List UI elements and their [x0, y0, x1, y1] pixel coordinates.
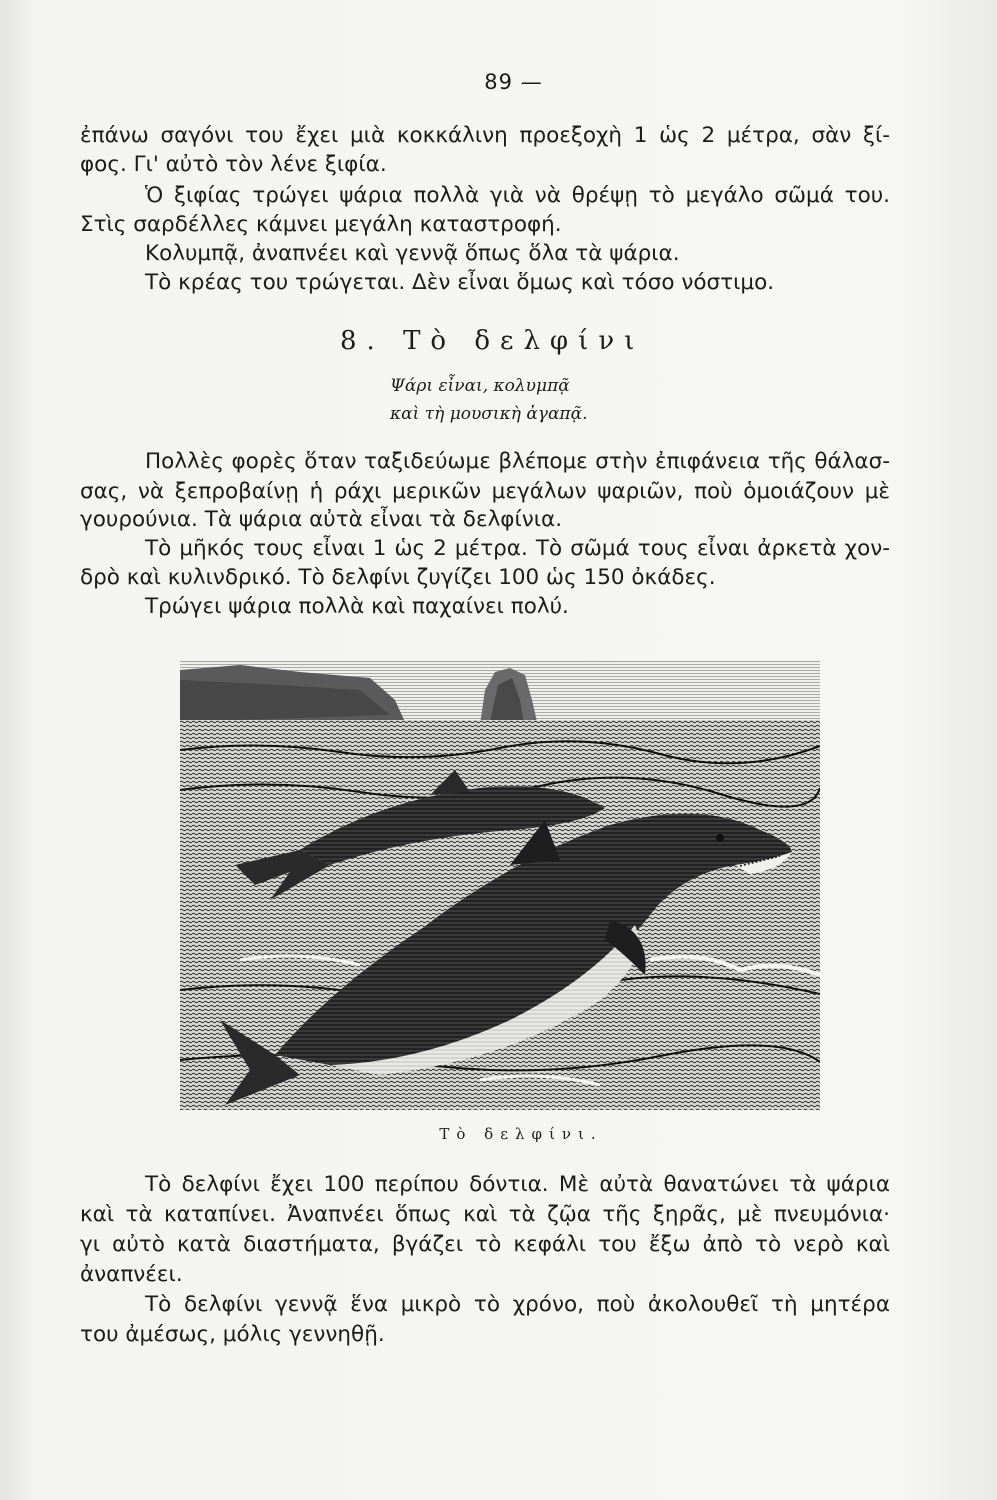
text-line: Κολυμπᾷ, ἀναπνέει καὶ γεννᾷ ὅπως ὅλα τὰ ψάρια. — [145, 241, 680, 266]
section-title: 8. Τὸ δελφίνι — [340, 326, 645, 356]
text-line: Πολλὲς φορὲς ὅταν ταξιδεύωμε βλέπομε στὴν ἐπιφάνεια τῆς θάλασ- — [145, 449, 890, 474]
dolphin-illustration — [180, 660, 820, 1110]
text-line: γουρούνια. Τὰ ψάρια αὐτὰ εἶναι τὰ δελφίνια. — [80, 507, 563, 532]
dolphin-engraving — [180, 660, 820, 1110]
text-line: Στὶς σαρδέλλες κάμνει μεγάλη καταστροφή. — [80, 212, 562, 237]
text-line: γι αὐτὸ κατὰ διαστήματα, βγάζει τὸ κεφάλι του ἔξω ἀπὸ τὸ νερὸ καὶ — [80, 1232, 890, 1257]
text-line: Τρώγει ψάρια πολλὰ καὶ παχαίνει πολύ. — [145, 594, 569, 619]
text-line: σας, νὰ ξεπροβαίνῃ ἡ ράχι μερικῶν μεγάλων ψαριῶν, ποὺ ὁμοιάζουν μὲ — [80, 479, 890, 504]
text-line: Τὸ κρέας του τρώγεται. Δὲν εἶναι ὅμως καὶ τόσο νόστιμο. — [145, 270, 775, 295]
motto-line: Ψάρι εἶναι, κολυμπᾷ — [390, 376, 570, 396]
text-line: Τὸ δελφίνι ἔχει 100 περίπου δόντια. Μὲ αὐτὰ θανατώνει τὰ ψάρια — [145, 1172, 890, 1197]
text-line: Τὸ δελφίνι γεννᾷ ἕνα μικρὸ τὸ χρόνο, ποὺ ἀκολουθεῖ τὴ μητέρα — [145, 1292, 890, 1317]
text-line: του ἀμέσως, μόλις γεννηθῇ. — [80, 1322, 385, 1347]
motto-line: καὶ τὴ μουσικὴ ἀγαπᾷ. — [390, 404, 588, 424]
page-number: 89 — — [484, 70, 543, 94]
figure-caption: Τὸ δελφίνι. — [439, 1125, 603, 1143]
text-line: φος. Γι' αὐτὸ τὸν λένε ξιφία. — [80, 152, 387, 177]
text-line: δρὸ καὶ κυλινδρικό. Τὸ δελφίνι ζυγίζει 100 ὡς 150 ὀκάδες. — [80, 565, 716, 590]
text-line: Τὸ μῆκός τους εἶναι 1 ὡς 2 μέτρα. Τὸ σῶμά τους εἶναι ἀρκετὰ χον- — [145, 536, 890, 561]
text-line: Ὁ ξιφίας τρώγει ψάρια πολλὰ γιὰ νὰ θρέψῃ τὸ μεγάλο σῶμά του. — [145, 183, 890, 208]
text-line: ἀναπνέει. — [80, 1262, 183, 1287]
text-line: καὶ τὰ καταπίνει. Ἀναπνέει ὅπως καὶ τὰ ζῷα τῆς ξηρᾶς, μὲ πνευμόνια· — [80, 1202, 890, 1227]
text-line: ἐπάνω σαγόνι του ἔχει μιὰ κοκκάλινη προεξοχὴ 1 ὡς 2 μέτρα, σὰν ξί- — [80, 123, 890, 148]
